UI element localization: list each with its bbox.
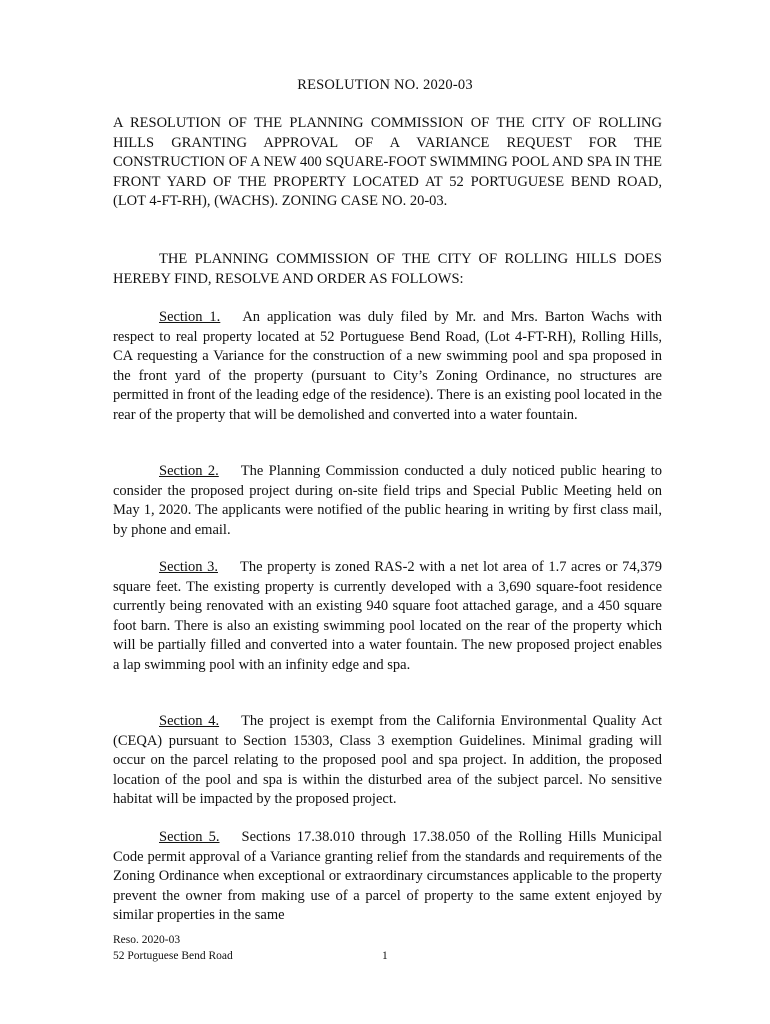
section-3 (113, 558, 662, 676)
resolution-heading: A RESOLUTION OF THE PLANNING COMMISSION OF THE CITY OF ROLLING HILLS GRANTING APPROVAL OF A VARIANCE REQUEST FOR THE CONSTRUCTION OF A NEW 400 SQUARE-FOOT SWIMMING POOL AND SPA IN THE FRONT YARD OF THE PROPERTY LOCATED AT 52 PORTUGUESE BEND ROAD, (LOT 4-FT-RH), (WACHS). ZONING CASE NO. 20-03. (113, 115, 662, 210)
section-2-label: Section 2. (159, 463, 219, 479)
section-3-text: The property is zoned RAS-2 with a net lot area of 1.7 acres or 74,379 square feet. The existing property is currently developed with a 3,690 square-foot residence currently being renovated with an existing 940 square foot attached garage, and a 450 square foot barn. There is also an existing swimming pool located on the rear of the property which will be partially filled and converted into a water fountain. The new proposed project enables a lap swimming pool with an infinity edge and spa. (113, 559, 662, 673)
section-2 (113, 462, 662, 540)
section-2-text: The Planning Commission conducted a duly noticed public hearing to consider the proposed project during on-site field trips and Special Public Meeting held on May 1, 2020. The applicants were notified of the public hearing in writing by first class mail, by phone and email. (113, 463, 662, 538)
page-number: 1 (382, 950, 388, 962)
section-4 (113, 712, 662, 810)
footer-resolution-ref: Reso. 2020-03 (113, 934, 181, 946)
section-4-text: The project is exempt from the California Environmental Quality Act (CEQA) pursuant to Section 15303, Class 3 exemption Guidelines. Minimal grading will occur on the parcel relating to the proposed pool and spa project. In addition, the proposed location of the pool and spa is within the disturbed area of the subject parcel. No sensitive habitat will be impacted by the proposed project. (113, 713, 663, 808)
resolution-title: RESOLUTION NO. 2020-03 (297, 77, 473, 93)
section-1-text: An application was duly filed by Mr. and Mrs. Barton Wachs with respect to real property located at 52 Portuguese Bend Road, (Lot 4-FT-RH), Rolling Hills, CA requesting a Variance for the construction of a new swimming pool and spa proposed in the front yard of the property (pursuant to City’s Zoning Ordinance, no structures are permitted in front of the leading edge of the residence). There is an existing pool located in the rear of the property that will be demolished and converted into a water fountain. (113, 309, 662, 423)
section-4-label: Section 4. (159, 713, 220, 729)
section-5 (113, 828, 662, 926)
footer-address: 52 Portuguese Bend Road (113, 950, 233, 962)
section-5-label: Section 5. (159, 829, 220, 845)
section-3-label: Section 3. (159, 559, 218, 575)
section-1-label: Section 1. (159, 309, 221, 325)
section-1 (113, 308, 662, 426)
page-footer (113, 932, 233, 964)
resolution-intro: THE PLANNING COMMISSION OF THE CITY OF ROLLING HILLS DOES HEREBY FIND, RESOLVE AND ORDER AS FOLLOWS: (113, 251, 662, 287)
section-5-text: Sections 17.38.010 through 17.38.050 of the Rolling Hills Municipal Code permit approval of a Variance granting relief from the standards and requirements of the Zoning Ordinance when exceptional or extraordinary circumstances applicable to the property prevent the owner from making use of a parcel of property to the same extent enjoyed by similar properties in the same (113, 829, 662, 924)
